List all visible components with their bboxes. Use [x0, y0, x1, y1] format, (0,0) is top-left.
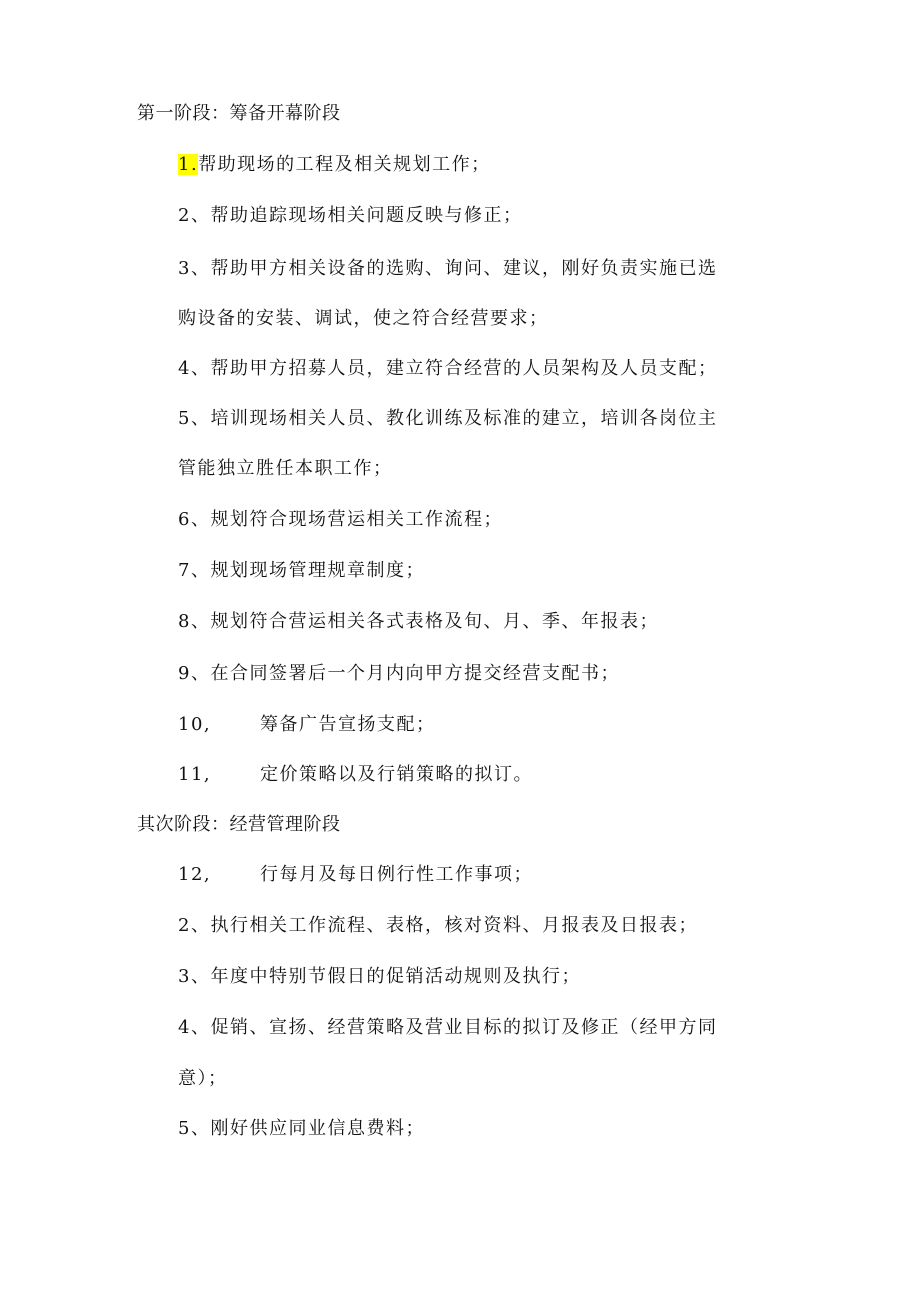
item-text: 帮助甲方相关设备的选购、询问、建议，刚好负责实施已选	[210, 258, 718, 279]
item-number: 12,	[178, 864, 212, 885]
item-number: 10,	[178, 714, 212, 735]
list-item	[178, 762, 533, 788]
list-item	[178, 203, 522, 229]
list-item	[178, 964, 581, 990]
item-number: 3、	[178, 258, 211, 279]
item-text: 在合同签署后一个月内向甲方提交经营支配书；	[210, 663, 620, 684]
item-number: 4、	[178, 1017, 211, 1038]
list-item	[178, 913, 698, 939]
item-text: 刚好供应同业信息费料；	[210, 1118, 425, 1139]
item-number: 2、	[178, 205, 211, 226]
item-text: 行每月及每日例行性工作事项；	[260, 864, 533, 885]
list-item	[178, 406, 717, 432]
section2-title: 其次阶段：经营管理阶段	[137, 814, 341, 835]
item-number: 8、	[178, 611, 211, 632]
item-number-highlighted: 1.	[178, 154, 199, 175]
item-text: 促销、宣扬、经营策略及营业目标的拟订及修正（经甲方同	[210, 1017, 718, 1038]
item-number: 7、	[178, 560, 211, 581]
list-item	[178, 356, 717, 382]
list-item	[178, 152, 491, 178]
list-item-continuation: 购设备的安装、调试，使之符合经营要求；	[178, 308, 549, 329]
item-text: 年度中特别节假日的促销活动规则及执行；	[210, 966, 581, 987]
list-item	[178, 609, 659, 635]
item-text: 规划符合营运相关各式表格及旬、月、季、年报表；	[210, 611, 659, 632]
list-item	[178, 661, 620, 687]
list-item	[178, 712, 436, 738]
item-text: 帮助现场的工程及相关规划工作；	[198, 154, 491, 175]
list-item	[178, 507, 503, 533]
section1-title: 第一阶段：筹备开幕阶段	[137, 103, 341, 124]
item-text: 帮助甲方招募人员，建立符合经营的人员架构及人员支配；	[210, 358, 718, 379]
item-number: 3、	[178, 966, 211, 987]
list-item	[178, 558, 425, 584]
list-item-continuation: 意）；	[178, 1068, 228, 1089]
item-number: 5、	[178, 1118, 211, 1139]
item-number: 11,	[178, 764, 212, 785]
list-item	[178, 1116, 425, 1142]
item-text: 筹备广告宣扬支配；	[260, 714, 436, 735]
item-number: 2、	[178, 915, 211, 936]
item-number: 5、	[178, 408, 211, 429]
item-number: 4、	[178, 358, 211, 379]
item-text: 培训现场相关人员、教化训练及标准的建立，培训各岗位主	[210, 408, 718, 429]
item-text: 定价策略以及行销策略的拟订。	[260, 764, 533, 785]
list-item	[178, 862, 533, 888]
list-item	[178, 256, 717, 282]
item-number: 6、	[178, 509, 211, 530]
item-text: 规划符合现场营运相关工作流程；	[210, 509, 503, 530]
item-number: 9、	[178, 663, 211, 684]
list-item	[178, 1015, 717, 1041]
item-text: 执行相关工作流程、表格，核对资料、月报表及日报表；	[210, 915, 698, 936]
list-item-continuation: 管能独立胜任本职工作；	[178, 458, 393, 479]
item-text: 帮助追踪现场相关问题反映与修正；	[210, 205, 523, 226]
item-text: 规划现场管理规章制度；	[210, 560, 425, 581]
